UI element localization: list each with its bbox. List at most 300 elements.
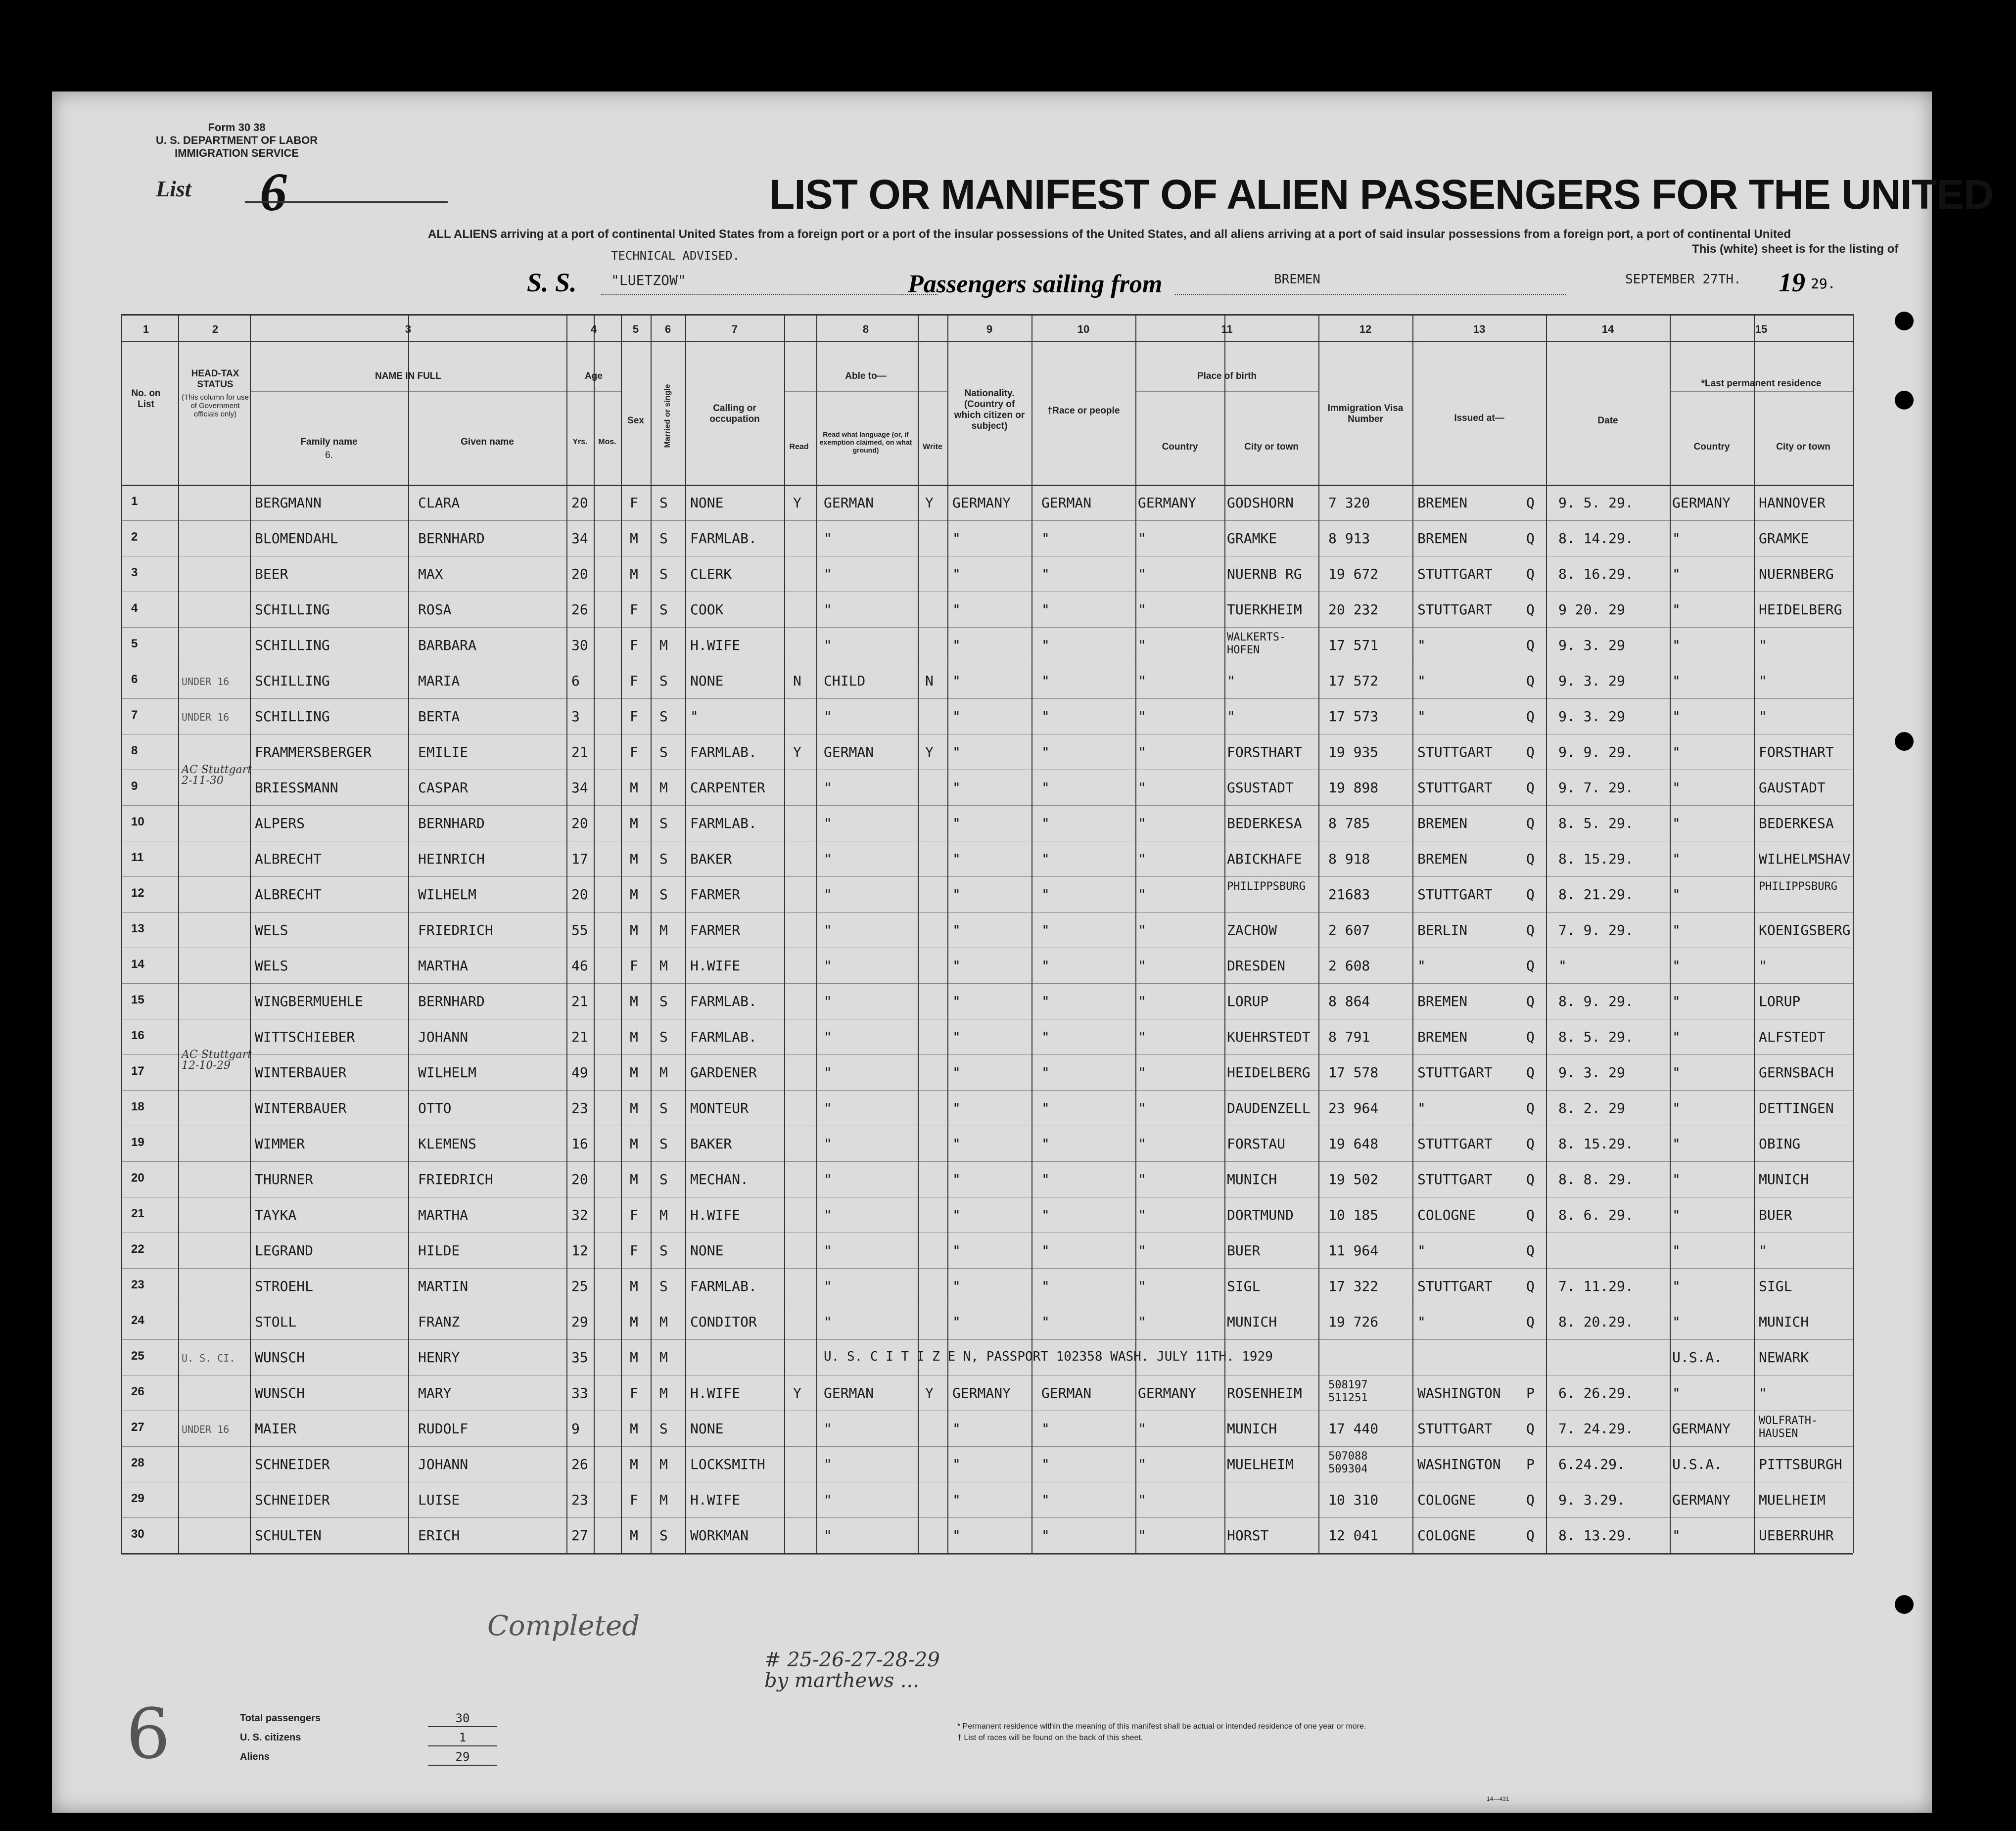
colnum-10: 10 — [1077, 323, 1090, 335]
visa-date-cell: 9 20. 29 — [1558, 601, 1625, 618]
marital-status-cell: M — [659, 1385, 668, 1401]
visa-number-cell: 2 607 — [1328, 922, 1370, 938]
row-number: 19 — [131, 1136, 144, 1149]
family-name-cell: WUNSCH — [255, 1385, 305, 1401]
head-married: Married or single — [663, 384, 672, 448]
visa-number-cell: 8 785 — [1328, 815, 1370, 831]
occupation-cell: H.WIFE — [690, 1492, 741, 1508]
visa-type-cell: Q — [1526, 815, 1535, 831]
table-row — [52, 556, 1932, 592]
residence-city-cell: ALFSTEDT — [1759, 1029, 1826, 1045]
head-tax-cell: UNDER 16 — [182, 676, 230, 687]
language-cell: " — [824, 1492, 832, 1508]
occupation-cell: H.WIFE — [690, 958, 741, 974]
race-cell: " — [1041, 1420, 1050, 1437]
visa-number-cell: 19 672 — [1328, 566, 1379, 582]
row-number: 21 — [131, 1207, 144, 1220]
visa-type-cell: Q — [1526, 530, 1535, 547]
birth-country-cell: " — [1138, 1171, 1146, 1188]
birth-country-cell: " — [1138, 815, 1146, 831]
nationality-cell: " — [952, 1456, 961, 1472]
birth-country-cell: " — [1138, 1420, 1146, 1437]
race-cell: " — [1041, 1278, 1050, 1294]
nationality-cell: " — [952, 1029, 961, 1045]
residence-country-cell: " — [1672, 922, 1681, 938]
visa-date-cell: 9. 3. 29 — [1558, 673, 1625, 689]
birth-city-cell: TUERKHEIM — [1227, 601, 1302, 618]
nationality-cell: GERMANY — [952, 495, 1011, 511]
birth-city-cell: BEDERKESA — [1227, 815, 1302, 831]
family-name-cell: WIMMER — [255, 1136, 305, 1152]
visa-date-cell: 8. 21.29. — [1558, 886, 1634, 903]
grid-colnum-line — [121, 341, 1853, 342]
visa-date-cell: 7. 24.29. — [1558, 1420, 1634, 1437]
sex-cell: F — [630, 1242, 638, 1259]
family-name-cell: WINTERBAUER — [255, 1064, 347, 1081]
issued-at-cell: STUTTGART — [1417, 1171, 1493, 1188]
sex-cell: M — [630, 779, 638, 796]
marital-status-cell: S — [659, 1527, 668, 1544]
row-number: 16 — [131, 1029, 144, 1042]
given-name-cell: HEINRICH — [418, 851, 485, 867]
visa-type-cell: Q — [1526, 1492, 1535, 1508]
birth-country-cell: " — [1138, 851, 1146, 867]
age-years-cell: 26 — [571, 601, 588, 618]
footer-values — [433, 1709, 492, 1767]
given-name-cell: EMILIE — [418, 744, 469, 760]
colnum-2: 2 — [212, 323, 219, 335]
table-row — [52, 698, 1932, 734]
colnum-1: 1 — [142, 323, 149, 335]
occupation-cell: NONE — [690, 495, 724, 511]
row-number: 4 — [131, 601, 138, 615]
marital-status-cell: S — [659, 530, 668, 547]
visa-type-cell: Q — [1526, 1207, 1535, 1223]
birth-country-cell: " — [1138, 744, 1146, 760]
table-row — [52, 520, 1932, 556]
marital-status-cell: S — [659, 1029, 668, 1045]
sex-cell: M — [630, 1420, 638, 1437]
language-cell: " — [824, 1207, 832, 1223]
occupation-cell: FARMLAB. — [690, 815, 757, 831]
birth-city-cell: FORSTAU — [1227, 1136, 1286, 1152]
race-cell: " — [1041, 1136, 1050, 1152]
birth-city-cell: ABICKHAFE — [1227, 851, 1302, 867]
marital-status-cell: M — [659, 1456, 668, 1472]
head-age: Age — [585, 371, 603, 381]
footer-line-1 — [428, 1726, 497, 1727]
visa-date-cell: 9. 3. 29 — [1558, 1064, 1625, 1081]
birth-country-cell: " — [1138, 993, 1146, 1009]
table-row — [52, 627, 1932, 663]
total-passengers-value: 30 — [455, 1711, 470, 1725]
form-label: Form 30 38 U. S. DEPARTMENT OF LABOR IMMIGRATION SERVICE — [156, 121, 318, 159]
table-row — [52, 1304, 1932, 1339]
birth-city-cell: GODSHORN — [1227, 495, 1294, 511]
residence-city-cell: SIGL — [1759, 1278, 1792, 1294]
residence-city-cell: GRAMKE — [1759, 530, 1809, 547]
family-name-cell: BLOMENDAHL — [255, 530, 338, 547]
nationality-cell: " — [952, 1527, 961, 1544]
language-cell: " — [824, 886, 832, 903]
visa-date-cell: 8. 15.29. — [1558, 1136, 1634, 1152]
language-cell: " — [824, 708, 832, 725]
marital-status-cell: M — [659, 1492, 668, 1508]
given-name-cell: HENRY — [418, 1349, 460, 1366]
birth-country-cell: " — [1138, 1064, 1146, 1081]
nationality-cell: " — [952, 815, 961, 831]
table-row — [52, 805, 1932, 841]
given-name-cell: BERTA — [418, 708, 460, 725]
visa-number-cell: 17 578 — [1328, 1064, 1379, 1081]
nationality-cell: " — [952, 708, 961, 725]
visa-date-cell: 7. 11.29. — [1558, 1278, 1634, 1294]
head-res-country: Country — [1693, 442, 1730, 452]
language-cell: " — [824, 1456, 832, 1472]
visa-type-cell: Q — [1526, 744, 1535, 760]
given-name-cell: KLEMENS — [418, 1136, 477, 1152]
sex-cell: M — [630, 530, 638, 547]
birth-city-cell: FORSTHART — [1227, 744, 1302, 760]
birth-country-cell: GERMANY — [1138, 495, 1197, 511]
marital-status-cell: S — [659, 993, 668, 1009]
row-number: 7 — [131, 708, 138, 722]
table-row — [52, 485, 1932, 520]
sex-cell: F — [630, 1492, 638, 1508]
race-cell: " — [1041, 1171, 1050, 1188]
race-cell: " — [1041, 886, 1050, 903]
age-years-cell: 21 — [571, 993, 588, 1009]
race-cell: " — [1041, 530, 1050, 547]
table-row — [52, 1375, 1932, 1411]
age-years-cell: 35 — [571, 1349, 588, 1366]
visa-date-cell: 8. 6. 29. — [1558, 1207, 1634, 1223]
residence-city-cell: FORSTHART — [1759, 744, 1834, 760]
residence-country-cell: " — [1672, 1029, 1681, 1045]
occupation-cell: FARMLAB. — [690, 993, 757, 1009]
birth-country-cell: " — [1138, 1242, 1146, 1259]
visa-number-cell: 19 726 — [1328, 1314, 1379, 1330]
age-years-cell: 20 — [571, 815, 588, 831]
birth-city-cell: " — [1227, 708, 1235, 725]
colnum-9: 9 — [986, 323, 993, 335]
age-years-cell: 23 — [571, 1492, 588, 1508]
sex-cell: M — [630, 886, 638, 903]
sex-cell: M — [630, 1278, 638, 1294]
residence-city-cell: GAUSTADT — [1759, 779, 1826, 796]
grid-birth-sub-line — [1135, 391, 1318, 392]
race-cell: " — [1041, 993, 1050, 1009]
marital-status-cell: S — [659, 495, 668, 511]
visa-type-cell: Q — [1526, 637, 1535, 653]
intro-line-2: This (white) sheet is for the listing of — [1692, 242, 1899, 256]
residence-country-cell: " — [1672, 993, 1681, 1009]
visa-date-cell: 9. 3. 29 — [1558, 637, 1625, 653]
residence-city-cell: MUELHEIM — [1759, 1492, 1826, 1508]
age-years-cell: 27 — [571, 1527, 588, 1544]
residence-city-cell: DETTINGEN — [1759, 1100, 1834, 1116]
occupation-cell: FARMLAB. — [690, 1029, 757, 1045]
occupation-cell: H.WIFE — [690, 1385, 741, 1401]
residence-city-cell: UEBERRUHR — [1759, 1527, 1834, 1544]
head-mos: Mos. — [598, 438, 616, 446]
head-family-name: Family name — [300, 437, 358, 447]
family-name-cell: MAIER — [255, 1420, 297, 1437]
issued-at-cell: STUTTGART — [1417, 1064, 1493, 1081]
marital-status-cell: S — [659, 673, 668, 689]
issued-at-cell: " — [1417, 673, 1426, 689]
sailing-label: Passengers sailing from — [908, 270, 1163, 298]
marital-status-cell: S — [659, 744, 668, 760]
language-cell: " — [824, 1278, 832, 1294]
occupation-cell: BAKER — [690, 1136, 732, 1152]
family-name-cell: WUNSCH — [255, 1349, 305, 1366]
residence-city-cell: BUER — [1759, 1207, 1792, 1223]
sex-cell: F — [630, 601, 638, 618]
nationality-cell: GERMANY — [952, 1385, 1011, 1401]
family-name-cell: ALBRECHT — [255, 886, 322, 903]
issued-at-cell: STUTTGART — [1417, 1278, 1493, 1294]
language-cell: GERMAN — [824, 1385, 874, 1401]
visa-type-cell: Q — [1526, 601, 1535, 618]
table-row — [52, 841, 1932, 876]
given-name-cell: FRANZ — [418, 1314, 460, 1330]
language-cell: GERMAN — [824, 495, 874, 511]
visa-type-cell: Q — [1526, 1278, 1535, 1294]
nationality-cell: " — [952, 673, 961, 689]
visa-number-cell: 19 502 — [1328, 1171, 1379, 1188]
age-years-cell: 32 — [571, 1207, 588, 1223]
age-years-cell: 20 — [571, 495, 588, 511]
given-name-cell: MAX — [418, 566, 443, 582]
birth-country-cell: " — [1138, 566, 1146, 582]
marital-status-cell: S — [659, 1136, 668, 1152]
race-cell: " — [1041, 1242, 1050, 1259]
issued-at-cell: " — [1417, 958, 1426, 974]
language-cell: " — [824, 779, 832, 796]
row-number: 14 — [131, 958, 144, 971]
language-cell: U. S. C I T I Z E N, PASSPORT 102358 WASH. JULY 11TH. 1929 — [824, 1349, 1273, 1364]
occupation-cell: WORKMAN — [690, 1527, 749, 1544]
race-cell: " — [1041, 958, 1050, 974]
residence-country-cell: GERMANY — [1672, 1492, 1731, 1508]
nationality-cell: " — [952, 744, 961, 760]
nationality-cell: " — [952, 958, 961, 974]
residence-city-cell: MUNICH — [1759, 1314, 1809, 1330]
head-read-what: Read what language (or, if exemption claimed, on what ground) — [819, 430, 912, 454]
age-years-cell: 9 — [571, 1420, 580, 1437]
occupation-cell: MONTEUR — [690, 1100, 749, 1116]
birth-city-cell: HEIDELBERG — [1227, 1064, 1311, 1081]
family-name-cell: LEGRAND — [255, 1242, 314, 1259]
colnum-7: 7 — [731, 323, 738, 335]
residence-country-cell: " — [1672, 886, 1681, 903]
family-name-cell: WELS — [255, 958, 288, 974]
given-name-cell: ERICH — [418, 1527, 460, 1544]
race-cell: " — [1041, 1100, 1050, 1116]
language-cell: " — [824, 1136, 832, 1152]
residence-country-cell: U.S.A. — [1672, 1456, 1723, 1472]
issued-at-cell: " — [1417, 1242, 1426, 1259]
colnum-3: 3 — [405, 323, 412, 335]
row-number: 11 — [131, 851, 144, 864]
nationality-cell: " — [952, 1420, 961, 1437]
visa-number-cell: 8 913 — [1328, 530, 1370, 547]
row-number: 10 — [131, 815, 144, 828]
form-code: 14—431 — [1487, 1795, 1509, 1802]
nationality-cell: " — [952, 601, 961, 618]
birth-city-cell: " — [1227, 673, 1235, 689]
year-suffix: 29. — [1811, 275, 1836, 292]
family-name-cell: WINGBERMUEHLE — [255, 993, 364, 1009]
residence-city-cell: GERNSBACH — [1759, 1064, 1834, 1081]
visa-type-cell: P — [1526, 1456, 1535, 1472]
nationality-cell: " — [952, 993, 961, 1009]
occupation-cell: CONDITOR — [690, 1314, 757, 1330]
visa-date-cell: 8. 13.29. — [1558, 1527, 1634, 1544]
given-name-cell: MARIA — [418, 673, 460, 689]
table-row — [52, 1411, 1932, 1446]
footer-labels — [240, 1709, 321, 1767]
sex-cell: M — [630, 1527, 638, 1544]
birth-country-cell: " — [1138, 922, 1146, 938]
issued-at-cell: STUTTGART — [1417, 779, 1493, 796]
marital-status-cell: S — [659, 601, 668, 618]
ss-label: S. S. — [527, 268, 577, 297]
birth-country-cell: " — [1138, 1207, 1146, 1223]
issued-at-cell: COLOGNE — [1417, 1207, 1476, 1223]
table-row — [52, 1161, 1932, 1197]
birth-country-cell: " — [1138, 708, 1146, 725]
row-number: 1 — [131, 495, 138, 508]
sex-cell: F — [630, 1385, 638, 1401]
birth-city-cell: MUNICH — [1227, 1314, 1277, 1330]
read-cell: Y — [793, 1385, 801, 1401]
marital-status-cell: S — [659, 566, 668, 582]
visa-type-cell: Q — [1526, 1136, 1535, 1152]
table-row — [52, 912, 1932, 948]
marital-status-cell: S — [659, 886, 668, 903]
visa-type-cell: Q — [1526, 1420, 1535, 1437]
visa-number-cell: 2 608 — [1328, 958, 1370, 974]
occupation-cell: H.WIFE — [690, 1207, 741, 1223]
visa-number-cell: 8 864 — [1328, 993, 1370, 1009]
issued-at-cell: BREMEN — [1417, 530, 1468, 547]
marital-status-cell: M — [659, 1207, 668, 1223]
race-cell: " — [1041, 637, 1050, 653]
nationality-cell: " — [952, 1064, 961, 1081]
language-cell: " — [824, 1420, 832, 1437]
head-tax-cell: UNDER 16 — [182, 711, 230, 723]
race-cell: " — [1041, 708, 1050, 725]
race-cell: GERMAN — [1041, 1385, 1092, 1401]
binder-hole-2 — [1895, 391, 1914, 410]
row-number: 25 — [131, 1349, 144, 1363]
birth-city-cell: GRAMKE — [1227, 530, 1277, 547]
visa-number-cell: 19 898 — [1328, 779, 1379, 796]
birth-country-cell: " — [1138, 886, 1146, 903]
total-passengers-label: Total passengers — [240, 1713, 321, 1724]
visa-type-cell: Q — [1526, 779, 1535, 796]
issued-at-cell: BREMEN — [1417, 993, 1468, 1009]
issued-at-cell: " — [1417, 1314, 1426, 1330]
age-years-cell: 34 — [571, 530, 588, 547]
visa-type-cell: Q — [1526, 1527, 1535, 1544]
visa-type-cell: Q — [1526, 1029, 1535, 1045]
row-number: 9 — [131, 779, 138, 793]
family-name-cell: BRIESSMANN — [255, 779, 338, 796]
residence-city-cell: PHILIPPSBURG — [1759, 880, 1837, 893]
head-visa: Immigration Visa Number — [1327, 403, 1404, 424]
nationality-cell: " — [952, 1492, 961, 1508]
given-name-cell: WILHELM — [418, 1064, 477, 1081]
issued-at-cell: " — [1417, 1100, 1426, 1116]
table-row — [52, 734, 1932, 770]
family-name-cell: WELS — [255, 922, 288, 938]
given-name-cell: MARTIN — [418, 1278, 469, 1294]
visa-number-cell: 10 310 — [1328, 1492, 1379, 1508]
family-name-cell: SCHILLING — [255, 601, 330, 618]
row-number: 3 — [131, 566, 138, 579]
age-years-cell: 17 — [571, 851, 588, 867]
family-name-cell: WINTERBAUER — [255, 1100, 347, 1116]
age-years-cell: 49 — [571, 1064, 588, 1081]
birth-city-cell: MUELHEIM — [1227, 1456, 1294, 1472]
row-number: 27 — [131, 1420, 144, 1434]
visa-date-cell: 8. 5. 29. — [1558, 1029, 1634, 1045]
sex-cell: M — [630, 1349, 638, 1366]
residence-country-cell: " — [1672, 815, 1681, 831]
birth-city-cell: PHILIPPSBURG — [1227, 880, 1306, 893]
nationality-cell: " — [952, 1314, 961, 1330]
marital-status-cell: S — [659, 1100, 668, 1116]
race-cell: " — [1041, 922, 1050, 938]
manifest-sheet — [52, 92, 1993, 1813]
marital-status-cell: M — [659, 637, 668, 653]
given-name-cell: MARTHA — [418, 1207, 469, 1223]
visa-number-cell: 7 320 — [1328, 495, 1370, 511]
language-cell: " — [824, 851, 832, 867]
birth-country-cell: " — [1138, 601, 1146, 618]
occupation-cell: CARPENTER — [690, 779, 765, 796]
marital-status-cell: M — [659, 779, 668, 796]
race-cell: " — [1041, 1527, 1050, 1544]
residence-city-cell: LORUP — [1759, 993, 1801, 1009]
birth-country-cell: " — [1138, 637, 1146, 653]
nationality-cell: " — [952, 637, 961, 653]
family-name-cell: TAYKA — [255, 1207, 297, 1223]
issued-at-cell: COLOGNE — [1417, 1492, 1476, 1508]
residence-city-cell: WILHELMSHAV — [1759, 851, 1851, 867]
family-name-cell: SCHULTEN — [255, 1527, 322, 1544]
write-cell: Y — [925, 495, 934, 511]
residence-country-cell: " — [1672, 1385, 1681, 1401]
marital-status-cell: S — [659, 708, 668, 725]
marital-status-cell: S — [659, 815, 668, 831]
birth-city-cell: ROSENHEIM — [1227, 1385, 1302, 1401]
departure-port: BREMEN — [1274, 272, 1320, 287]
colnum-5: 5 — [632, 323, 639, 335]
age-years-cell: 12 — [571, 1242, 588, 1259]
head-city: City or town — [1244, 442, 1299, 452]
table-row — [52, 1446, 1932, 1482]
head-nationality: Nationality. (Country of which citizen or subject) — [954, 388, 1025, 431]
grid-res-sub-line — [1670, 391, 1853, 392]
sailing-date: SEPTEMBER 27TH. — [1625, 272, 1741, 287]
visa-date-cell: 8. 16.29. — [1558, 566, 1634, 582]
write-cell: N — [925, 673, 934, 689]
head-sex: Sex — [627, 415, 644, 426]
